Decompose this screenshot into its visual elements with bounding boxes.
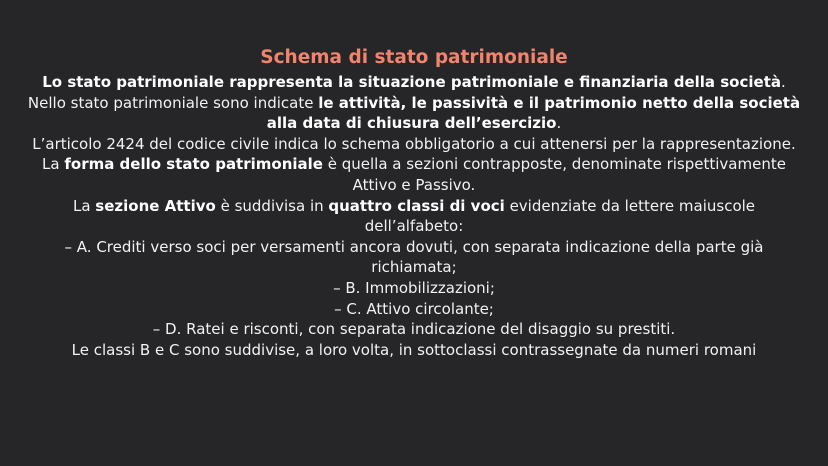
- text-segment: La: [42, 155, 65, 174]
- text-segment: è quella a sezioni contrapposte, denominate rispettivamente Attivo e Passivo.: [322, 155, 786, 194]
- list-item-a: – A. Crediti verso soci per versamenti ancora dovuti, con separata indicazione della parte già richiamata;: [64, 237, 764, 277]
- paragraph-form: [24, 154, 804, 195]
- bold-form: forma dello stato patrimoniale: [64, 155, 323, 174]
- paragraph-classes: Le classi B e C sono suddivise, a loro volta, in sottoclassi contrassegnate da numeri romani: [71, 340, 757, 359]
- text-segment: .: [556, 114, 562, 133]
- list-item-b: – B. Immobilizzazioni;: [333, 278, 495, 297]
- text-segment: La: [72, 196, 96, 215]
- bold-sezione-attivo: sezione Attivo: [95, 196, 216, 215]
- slide-title: Schema di stato patrimoniale: [260, 47, 568, 68]
- list-item-d: – D. Ratei e risconti, con separata indicazione del disaggio su prestiti.: [152, 320, 676, 339]
- text-segment: evidenziate da lettere maiuscole dell’alfabeto:: [364, 196, 756, 236]
- paragraph-article: L’articolo 2424 del codice civile indica lo schema obbligatorio a cui attenersi per la rappresentazione.: [32, 134, 796, 153]
- text-segment: . Nello stato patrimoniale sono indicate: [27, 73, 786, 112]
- paragraph-definition: [24, 72, 804, 134]
- bold-definition: Lo stato patrimoniale rappresenta la situazione patrimoniale e finanziaria della società: [42, 73, 781, 91]
- bold-components: le attività, le passività e il patrimonio netto della società alla data di chiusura dell’esercizio: [266, 93, 801, 133]
- list-item-c: – C. Attivo circolante;: [334, 299, 494, 318]
- paragraph-attivo: [24, 196, 804, 237]
- text-segment: è suddivisa in: [215, 196, 329, 215]
- bold-quattro-classi: quattro classi di voci: [328, 196, 505, 215]
